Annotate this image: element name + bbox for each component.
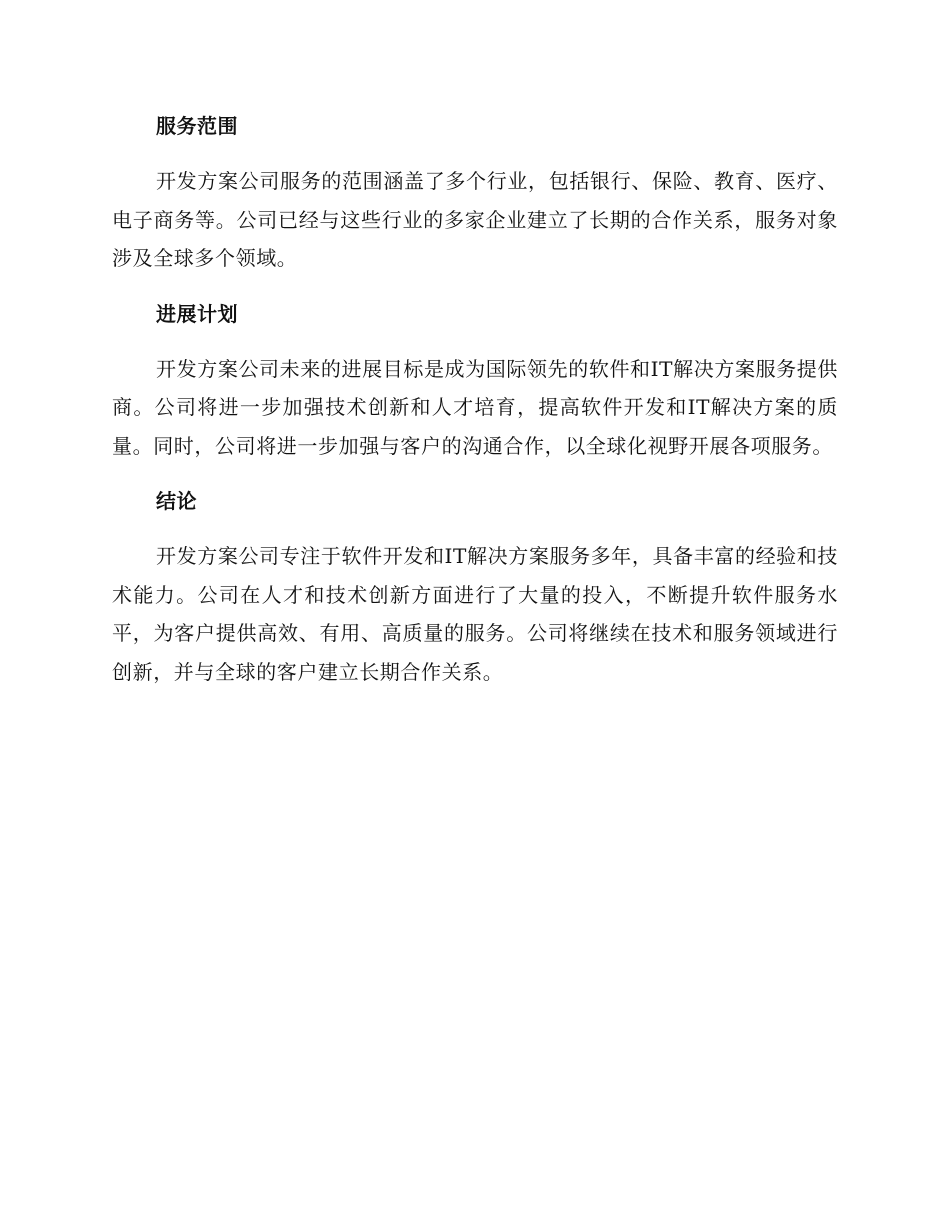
section-conclusion: [112, 483, 838, 691]
section-paragraph: 开发方案公司未来的进展目标是成为国际领先的软件和IT解决方案服务提供商。公司将进一步加强技术创新和人才培育，提高软件开发和IT解决方案的质量。同时，公司将进一步加强与客户的沟通合作，以全球化视野开展各项服务。: [112, 356, 838, 458]
section-heading: 服务范围: [156, 114, 238, 138]
section-progress-plan: [112, 296, 838, 466]
document-body: [112, 108, 838, 709]
section-heading: 进展计划: [156, 301, 238, 326]
section-service-scope: [112, 108, 838, 278]
section-paragraph: 开发方案公司专注于软件开发和IT解决方案服务多年，具备丰富的经验和技术能力。公司在人才和技术创新方面进行了大量的投入，不断提升软件服务水平，为客户提供高效、有用、高质量的服务。公司将继续在技术和服务领域进行创新，并与全球的客户建立长期合作关系。: [112, 544, 838, 684]
section-paragraph: 开发方案公司服务的范围涵盖了多个行业，包括银行、保险、教育、医疗、电子商务等。公司已经与这些行业的多家企业建立了长期的合作关系，服务对象涉及全球多个领域。: [112, 169, 838, 270]
section-heading: 结论: [156, 489, 197, 513]
